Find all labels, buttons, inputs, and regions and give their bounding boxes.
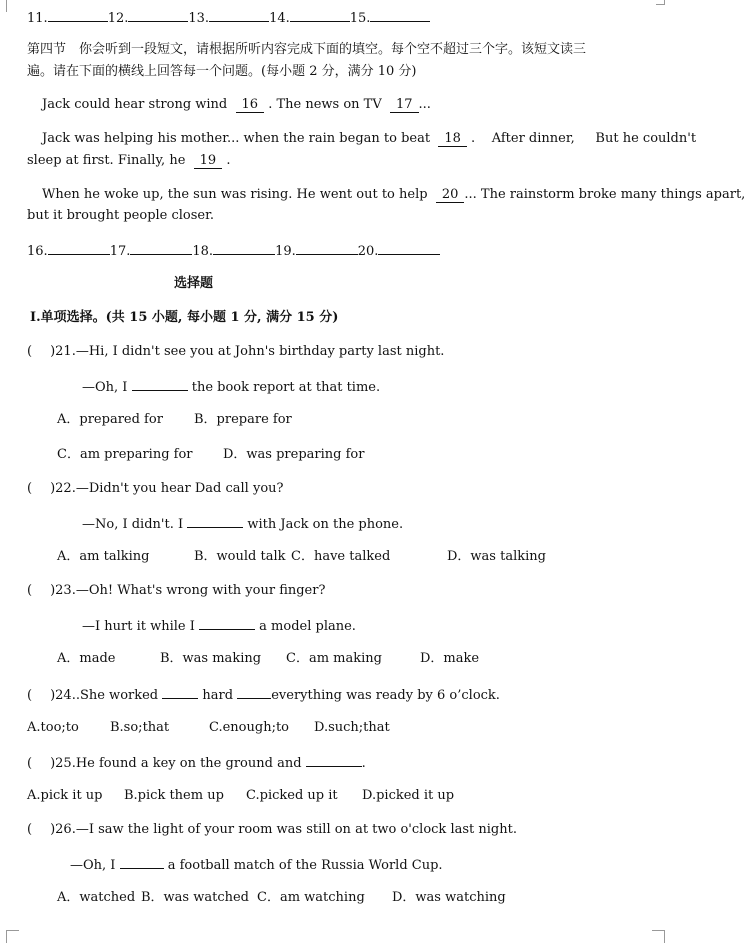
answer-blank[interactable] (48, 242, 110, 255)
page-corner-mark (6, 930, 19, 943)
answer-paren: ( (27, 688, 33, 703)
page-corner-mark (6, 0, 19, 12)
question-response (70, 856, 443, 874)
passage-text: . After dinner, But he couldn't (471, 131, 697, 146)
question-response (82, 378, 380, 396)
answer-blank[interactable] (370, 9, 430, 22)
blank-number: 20. (357, 244, 379, 259)
passage-line (42, 131, 696, 147)
blank-number: 17. (109, 244, 131, 259)
passage-text: . (226, 153, 231, 168)
option-c: C．am preparing for (57, 447, 193, 462)
passage-blank: 20 (436, 187, 465, 203)
answer-paren: ( (27, 481, 33, 496)
option-a: A．made (57, 651, 116, 666)
passage-text: . The news on TV (268, 97, 382, 112)
answer-blank[interactable] (130, 242, 192, 255)
blank-number: 19. (275, 244, 296, 259)
question-response (82, 515, 403, 533)
answer-paren: ( (27, 822, 33, 837)
response-text: —No, I didn't. I (82, 517, 184, 532)
question-stem (27, 481, 284, 497)
option-a: A．watched (57, 890, 136, 905)
section-heading: 选择题 (174, 276, 214, 291)
section-instruction: 遍。请在下面的横线上回答每一个问题。(每小题 2 分，满分 10 分) (27, 64, 417, 79)
passage-text: Jack could hear strong wind (42, 97, 228, 112)
blank-number: 13. (188, 11, 210, 26)
answer-blanks-row-1 (27, 9, 430, 27)
option-a: A．am talking (57, 549, 150, 564)
section-instruction: 第四节 你会听到一段短文，请根据所听内容完成下面的填空。每个空不超过三个字。该短文读三 (27, 42, 587, 57)
option-b: B.so;that (110, 720, 170, 735)
response-text: a model plane. (259, 619, 356, 634)
passage-text: ... (418, 97, 431, 112)
blank-number: 11. (27, 11, 48, 26)
answer-blanks-row-2 (27, 242, 440, 260)
option-d: D.such;that (314, 720, 390, 735)
response-text: —Oh, I (82, 380, 128, 395)
question-text: . (361, 756, 366, 771)
answer-blank[interactable] (48, 9, 108, 22)
option-c: C.picked up it (246, 788, 338, 803)
question-stem (27, 754, 366, 772)
option-a: A．prepared for (57, 412, 163, 427)
blank-number: 16. (27, 244, 48, 259)
option-c: C.enough;to (209, 720, 290, 735)
question-text: )24..She worked (50, 688, 159, 703)
option-b: B.pick them up (124, 788, 224, 803)
passage-text: Jack was helping his mother... when the rain began to beat (42, 131, 431, 146)
answer-blank[interactable] (199, 617, 255, 630)
question-response (82, 617, 356, 635)
question-text: )26.—I saw the light of your room was still on at two o'clock last night. (50, 822, 517, 837)
option-d: D．was preparing for (223, 447, 365, 462)
option-c: C．am watching (257, 890, 365, 905)
question-text: )21.—Hi, I didn't see you at John's birthday party last night. (50, 344, 445, 359)
option-b: B．would talk (194, 549, 286, 564)
question-stem (27, 583, 325, 599)
question-text: )23.—Oh! What's wrong with your finger? (50, 583, 326, 598)
passage-line (27, 153, 230, 169)
passage-blank: 16 (236, 97, 265, 113)
response-text: —I hurt it while I (82, 619, 195, 634)
answer-blank[interactable] (162, 686, 198, 699)
answer-blank[interactable] (237, 686, 271, 699)
response-text: a football match of the Russia World Cup. (167, 858, 443, 873)
blank-number: 18. (192, 244, 214, 259)
passage-blank: 17 (390, 97, 419, 113)
passage-line (42, 97, 431, 113)
passage-text: When he woke up, the sun was rising. He went out to help (42, 187, 428, 202)
answer-blank[interactable] (296, 242, 358, 255)
page-corner-mark (652, 930, 665, 943)
blank-number: 12. (107, 11, 129, 26)
answer-blank[interactable] (213, 242, 275, 255)
blank-number: 14. (269, 11, 290, 26)
response-text: with Jack on the phone. (247, 517, 404, 532)
option-d: D．was watching (392, 890, 506, 905)
passage-text: ... The rainstorm broke many things apart, (464, 187, 745, 202)
blank-number: 15. (349, 11, 371, 26)
option-b: B．was making (160, 651, 262, 666)
option-b: B．was watched (141, 890, 250, 905)
answer-blank[interactable] (187, 515, 243, 528)
passage-blank: 18 (438, 131, 467, 147)
answer-blank[interactable] (290, 9, 350, 22)
question-text: everything was ready by 6 o’clock. (271, 688, 500, 703)
answer-paren: ( (27, 756, 33, 771)
question-text: )22.—Didn't you hear Dad call you? (50, 481, 284, 496)
question-stem (27, 344, 444, 360)
option-a: A.too;to (27, 720, 79, 735)
answer-blank[interactable] (209, 9, 269, 22)
answer-blank[interactable] (378, 242, 440, 255)
part-heading: Ⅰ.单项选择。(共 15 小题, 每小题 1 分, 满分 15 分) (30, 310, 339, 325)
page-corner-mark (656, 0, 665, 5)
answer-paren: ( (27, 583, 33, 598)
option-d: D．was talking (447, 549, 546, 564)
answer-blank[interactable] (128, 9, 188, 22)
option-d: D.picked it up (362, 788, 455, 803)
answer-blank[interactable] (306, 754, 362, 767)
passage-text: sleep at first. Finally, he (27, 153, 186, 168)
answer-paren: ( (27, 344, 33, 359)
question-text: )25.He found a key on the ground and (50, 756, 302, 771)
option-c: C．am making (286, 651, 382, 666)
question-text: hard (202, 688, 234, 703)
question-stem (27, 822, 517, 838)
passage-blank: 19 (194, 153, 223, 169)
response-text: the book report at that time. (191, 380, 381, 395)
passage-line (42, 187, 745, 203)
option-b: B．prepare for (194, 412, 292, 427)
answer-blank[interactable] (120, 856, 164, 869)
option-a: A.pick it up (27, 788, 103, 803)
response-text: —Oh, I (70, 858, 116, 873)
answer-blank[interactable] (132, 378, 188, 391)
question-stem (27, 686, 500, 704)
option-d: D．make (420, 651, 480, 666)
option-c: C．have talked (291, 549, 391, 564)
passage-line: but it brought people closer. (27, 208, 215, 223)
